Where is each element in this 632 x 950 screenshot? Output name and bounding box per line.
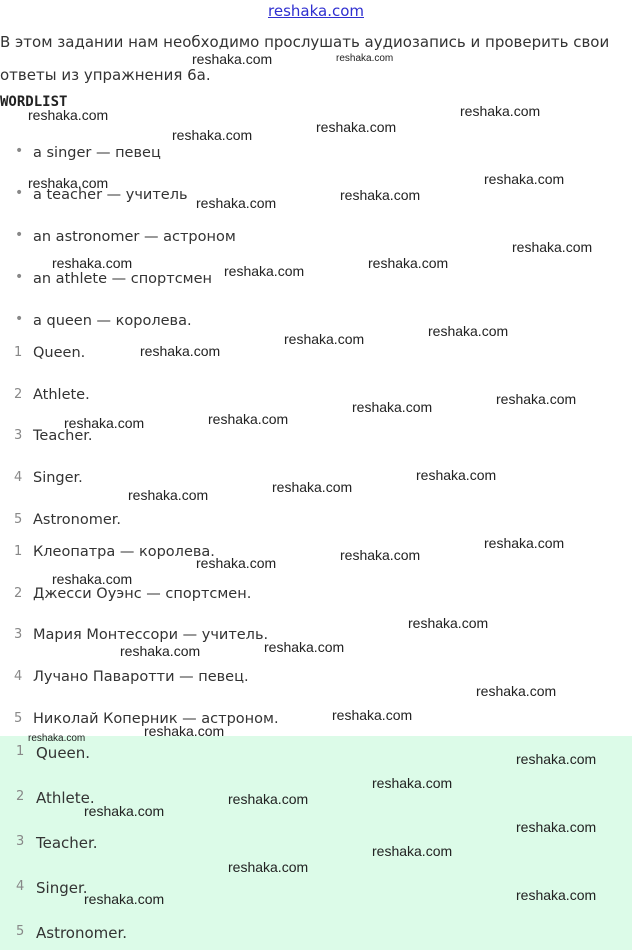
watermark: reshaka.com xyxy=(372,775,453,791)
answer-number: 4 xyxy=(16,879,25,894)
list-item-text: Лучано Паваротти — певец. xyxy=(33,669,249,685)
list-number: 2 xyxy=(14,586,23,601)
watermark: reshaka.com xyxy=(208,411,289,427)
watermark: reshaka.com xyxy=(408,615,489,631)
watermark: reshaka.com xyxy=(52,571,133,587)
watermark: reshaka.com xyxy=(144,723,225,739)
watermark: reshaka.com xyxy=(372,843,453,859)
site-link[interactable]: reshaka.com xyxy=(268,2,364,20)
answer-number: 3 xyxy=(16,834,25,849)
watermark: reshaka.com xyxy=(196,555,277,571)
watermark: reshaka.com xyxy=(120,643,201,659)
watermark: reshaka.com xyxy=(128,487,209,503)
watermark: reshaka.com xyxy=(28,733,86,744)
watermark: reshaka.com xyxy=(512,239,593,255)
watermark: reshaka.com xyxy=(172,127,253,143)
bullet: • xyxy=(15,227,24,243)
list-number: 1 xyxy=(14,544,23,559)
list-number: 3 xyxy=(14,428,23,443)
watermark: reshaka.com xyxy=(284,331,365,347)
bullet: • xyxy=(15,311,24,327)
wordlist-item-text: a queen — королева. xyxy=(33,313,192,329)
watermark: reshaka.com xyxy=(336,53,394,64)
watermark: reshaka.com xyxy=(196,195,277,211)
watermark: reshaka.com xyxy=(416,467,497,483)
watermark: reshaka.com xyxy=(192,51,273,67)
list-item-text: Teacher. xyxy=(33,428,93,444)
wordlist-item-text: a teacher — учитель xyxy=(33,187,188,203)
watermark: reshaka.com xyxy=(140,343,221,359)
watermark: reshaka.com xyxy=(28,107,109,123)
list-number: 4 xyxy=(14,470,23,485)
watermark: reshaka.com xyxy=(340,187,421,203)
bullet: • xyxy=(15,269,24,285)
watermark: reshaka.com xyxy=(64,415,145,431)
wordlist-title: WORDLIST xyxy=(0,94,68,110)
answer-number: 2 xyxy=(16,789,25,804)
answer-text: Queen. xyxy=(36,744,91,762)
list-number: 5 xyxy=(14,711,23,726)
wordlist-item-text: an astronomer — астроном xyxy=(33,229,236,245)
answer-number: 1 xyxy=(16,744,25,759)
list-item-text: Джесси Оуэнс — спортсмен. xyxy=(33,586,252,602)
list-number: 2 xyxy=(14,387,23,402)
watermark: reshaka.com xyxy=(428,323,509,339)
watermark: reshaka.com xyxy=(272,479,353,495)
answer-text: Teacher. xyxy=(36,834,98,852)
answer-text: Athlete. xyxy=(36,789,95,807)
wordlist-item-text: a singer — певец xyxy=(33,145,161,161)
watermark: reshaka.com xyxy=(28,175,109,191)
list-number: 3 xyxy=(14,627,23,642)
bullet: • xyxy=(15,185,24,201)
watermark: reshaka.com xyxy=(340,547,421,563)
answer-text: Astronomer. xyxy=(36,924,128,942)
watermark: reshaka.com xyxy=(228,791,309,807)
watermark: reshaka.com xyxy=(228,859,309,875)
watermark: reshaka.com xyxy=(460,103,541,119)
watermark: reshaka.com xyxy=(476,683,557,699)
list-number: 5 xyxy=(14,512,23,527)
watermark: reshaka.com xyxy=(484,535,565,551)
watermark: reshaka.com xyxy=(368,255,449,271)
list-item-text: Queen. xyxy=(33,345,86,361)
watermark: reshaka.com xyxy=(84,891,165,907)
watermark: reshaka.com xyxy=(224,263,305,279)
watermark: reshaka.com xyxy=(516,819,597,835)
list-item-text: Athlete. xyxy=(33,387,90,403)
list-number: 4 xyxy=(14,669,23,684)
intro-paragraph: В этом задании нам необходимо прослушать аудиозапись и проверить свои ответы из упражнения 6а. xyxy=(0,33,610,84)
watermark: reshaka.com xyxy=(264,639,345,655)
list-item-text: Astronomer. xyxy=(33,512,122,528)
watermark: reshaka.com xyxy=(516,751,597,767)
wordlist-item-text: an athlete — спортсмен xyxy=(33,271,213,287)
list-item-text: Мария Монтессори — учитель. xyxy=(33,627,269,643)
list-number: 1 xyxy=(14,345,23,360)
answer-number: 5 xyxy=(16,924,25,939)
list-item-text: Клеопатра — королева. xyxy=(33,544,215,560)
watermark: reshaka.com xyxy=(84,803,165,819)
watermark: reshaka.com xyxy=(484,171,565,187)
bullet: • xyxy=(15,143,24,159)
watermark: reshaka.com xyxy=(332,707,413,723)
watermark: reshaka.com xyxy=(316,119,397,135)
watermark: reshaka.com xyxy=(52,255,133,271)
list-item-text: Singer. xyxy=(33,470,83,486)
list-item-text: Николай Коперник — астроном. xyxy=(33,711,279,727)
watermark: reshaka.com xyxy=(352,399,433,415)
watermark: reshaka.com xyxy=(496,391,577,407)
watermark: reshaka.com xyxy=(516,887,597,903)
answer-text: Singer. xyxy=(36,879,88,897)
